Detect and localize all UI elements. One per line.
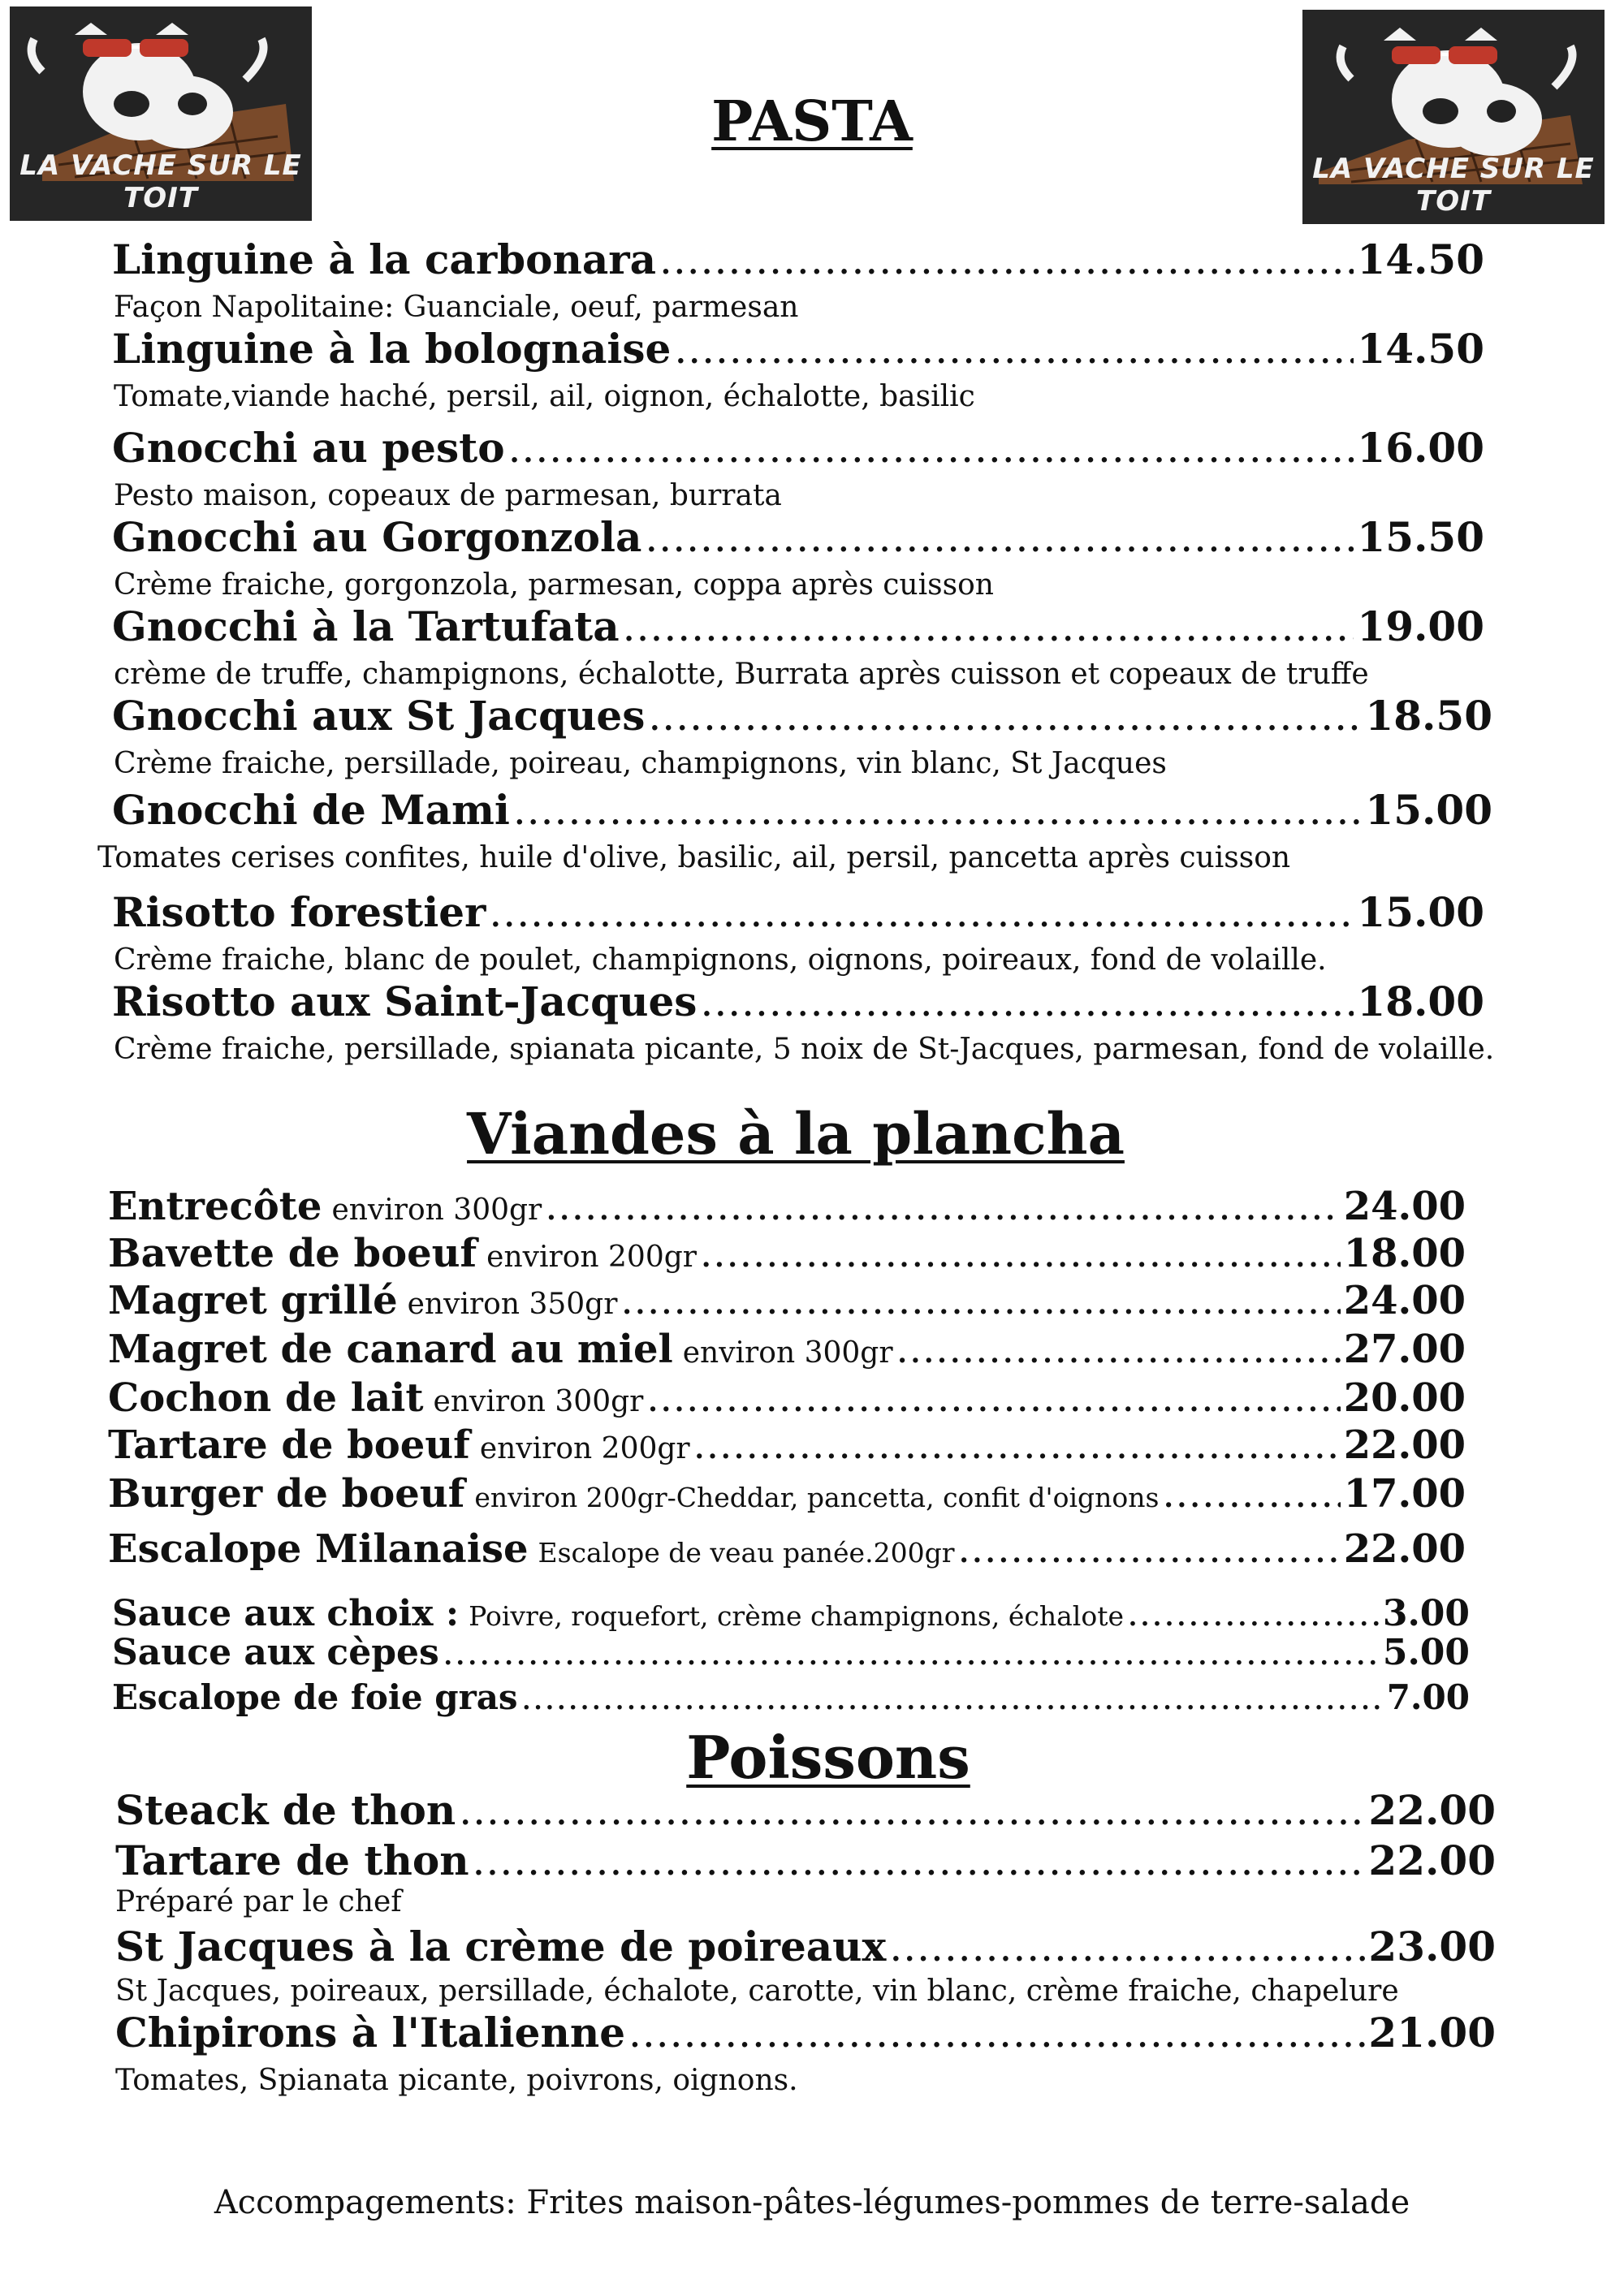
- menu-item: [112, 602, 1484, 650]
- item-name: Linguine à la carbonara: [112, 235, 656, 283]
- logo-text: LA VACHE SUR LE TOIT: [1312, 153, 1595, 218]
- menu-item: [108, 1184, 1466, 1229]
- item-name: Cochon de lait: [108, 1375, 424, 1421]
- menu-item: [115, 2009, 1496, 2056]
- item-price: 24.00: [1343, 1184, 1466, 1229]
- section-title-poissons: Poissons: [686, 1723, 970, 1792]
- item-price: 14.50: [1357, 325, 1484, 373]
- sauce-item: [112, 1593, 1470, 1634]
- item-price: 7.00: [1386, 1677, 1470, 1717]
- item-price: 17.00: [1343, 1471, 1466, 1517]
- item-price: 22.00: [1343, 1422, 1466, 1468]
- item-name: Tartare de boeuf: [108, 1422, 470, 1468]
- item-description: Tomates, Spianata picante, poivrons, oignons.: [115, 2064, 798, 2097]
- item-name: Sauce aux cèpes: [112, 1632, 439, 1673]
- logo-text: LA VACHE SUR LE TOIT: [19, 149, 302, 214]
- item-price: 3.00: [1382, 1593, 1470, 1634]
- item-name: Steack de thon: [115, 1786, 456, 1834]
- menu-item: [108, 1278, 1466, 1323]
- item-price: 20.00: [1343, 1375, 1466, 1421]
- menu-item: [112, 513, 1484, 561]
- item-price: 22.00: [1343, 1526, 1466, 1572]
- item-name: Gnocchi aux St Jacques: [112, 692, 646, 740]
- item-name: Burger de boeuf: [108, 1471, 465, 1517]
- menu-item: [108, 1422, 1466, 1468]
- item-price: 24.00: [1343, 1278, 1466, 1323]
- item-name: Gnocchi de Mami: [112, 786, 510, 834]
- item-name: Gnocchi à la Tartufata: [112, 602, 620, 650]
- item-description: Tomates cerises confites, huile d'olive, basilic, ail, persil, pancetta après cuisson: [97, 841, 1291, 874]
- item-price: 22.00: [1368, 1786, 1496, 1834]
- item-note: environ 200gr-Cheddar, pancetta, confit d'oignons: [474, 1482, 1160, 1513]
- item-description: Façon Napolitaine: Guanciale, oeuf, parmesan: [114, 291, 799, 324]
- menu-item: [108, 1375, 1466, 1421]
- item-price: 5.00: [1382, 1632, 1470, 1673]
- item-name: St Jacques à la crème de poireaux: [115, 1923, 887, 1970]
- item-price: 18.00: [1343, 1231, 1466, 1276]
- menu-item: [108, 1526, 1466, 1572]
- menu-item: [112, 424, 1484, 472]
- item-price: 15.00: [1365, 786, 1492, 834]
- item-price: 19.00: [1357, 602, 1484, 650]
- item-name: Tartare de thon: [115, 1836, 469, 1884]
- item-price: 27.00: [1343, 1327, 1466, 1372]
- item-name: Magret de canard au miel: [108, 1327, 673, 1372]
- item-price: 16.00: [1357, 424, 1484, 472]
- item-description: Pesto maison, copeaux de parmesan, burrata: [114, 479, 782, 512]
- section-title-viandes: Viandes à la plancha: [467, 1100, 1125, 1167]
- item-name: Entrecôte: [108, 1184, 322, 1229]
- item-note: environ 200gr: [486, 1241, 697, 1274]
- item-note: Escalope de veau panée.200gr: [538, 1537, 955, 1569]
- menu-item: [112, 235, 1484, 283]
- menu-item: [108, 1327, 1466, 1372]
- item-description: Crème fraiche, persillade, poireau, champignons, vin blanc, St Jacques: [114, 747, 1167, 780]
- item-price: 15.50: [1357, 513, 1484, 561]
- item-name: Risotto forestier: [112, 888, 486, 936]
- item-price: 23.00: [1368, 1923, 1496, 1970]
- item-note: environ 300gr: [433, 1385, 644, 1418]
- menu-item: [112, 325, 1484, 373]
- menu-item: [112, 786, 1492, 834]
- item-note: environ 200gr: [479, 1432, 690, 1465]
- menu-item: [112, 692, 1492, 740]
- item-description: Préparé par le chef: [115, 1885, 402, 1918]
- sauce-item: [112, 1632, 1470, 1673]
- sauce-item: [112, 1677, 1470, 1717]
- item-description: Tomate,viande haché, persil, ail, oignon, échalotte, basilic: [114, 380, 975, 413]
- menu-item: [108, 1471, 1466, 1517]
- menu-item: [112, 978, 1484, 1025]
- item-price: 14.50: [1357, 235, 1484, 283]
- menu-item: [115, 1923, 1496, 1970]
- item-name: Linguine à la bolognaise: [112, 325, 672, 373]
- item-description: Crème fraiche, gorgonzola, parmesan, coppa après cuisson: [114, 568, 994, 602]
- item-name: Bavette de boeuf: [108, 1231, 477, 1276]
- item-name: Gnocchi au Gorgonzola: [112, 513, 642, 561]
- item-price: 21.00: [1368, 2009, 1496, 2056]
- item-description: Crème fraiche, blanc de poulet, champignons, oignons, poireaux, fond de volaille.: [114, 943, 1327, 977]
- accompaniments-note: Accompagements: Frites maison-pâtes-légumes-pommes de terre-salade: [214, 2184, 1410, 2221]
- menu-item: [108, 1231, 1466, 1276]
- item-name: Escalope Milanaise: [108, 1526, 529, 1572]
- item-name: Escalope de foie gras: [112, 1677, 518, 1717]
- section-title-pasta: PASTA: [711, 89, 913, 154]
- item-price: 18.00: [1357, 978, 1484, 1025]
- menu-item: [115, 1786, 1496, 1834]
- item-note: environ 350gr: [407, 1288, 618, 1321]
- item-note: Poivre, roquefort, crème champignons, échalote: [469, 1600, 1124, 1632]
- item-price: 18.50: [1365, 692, 1492, 740]
- item-price: 15.00: [1357, 888, 1484, 936]
- item-description: crème de truffe, champignons, échalotte, Burrata après cuisson et copeaux de truffe: [114, 658, 1369, 691]
- item-note: environ 300gr: [682, 1336, 893, 1370]
- item-price: 22.00: [1368, 1836, 1496, 1884]
- menu-item: [112, 888, 1484, 936]
- item-note: environ 300gr: [331, 1193, 542, 1227]
- item-description: St Jacques, poireaux, persillade, échalote, carotte, vin blanc, crème fraiche, chapelure: [115, 1974, 1399, 2008]
- menu-item: [115, 1836, 1496, 1884]
- item-name: Risotto aux Saint-Jacques: [112, 978, 698, 1025]
- item-name: Sauce aux choix :: [112, 1593, 460, 1634]
- item-name: Chipirons à l'Italienne: [115, 2009, 626, 2056]
- item-name: Gnocchi au pesto: [112, 424, 505, 472]
- item-description: Crème fraiche, persillade, spianata picante, 5 noix de St-Jacques, parmesan, fond de volaille.: [114, 1033, 1495, 1066]
- item-name: Magret grillé: [108, 1278, 398, 1323]
